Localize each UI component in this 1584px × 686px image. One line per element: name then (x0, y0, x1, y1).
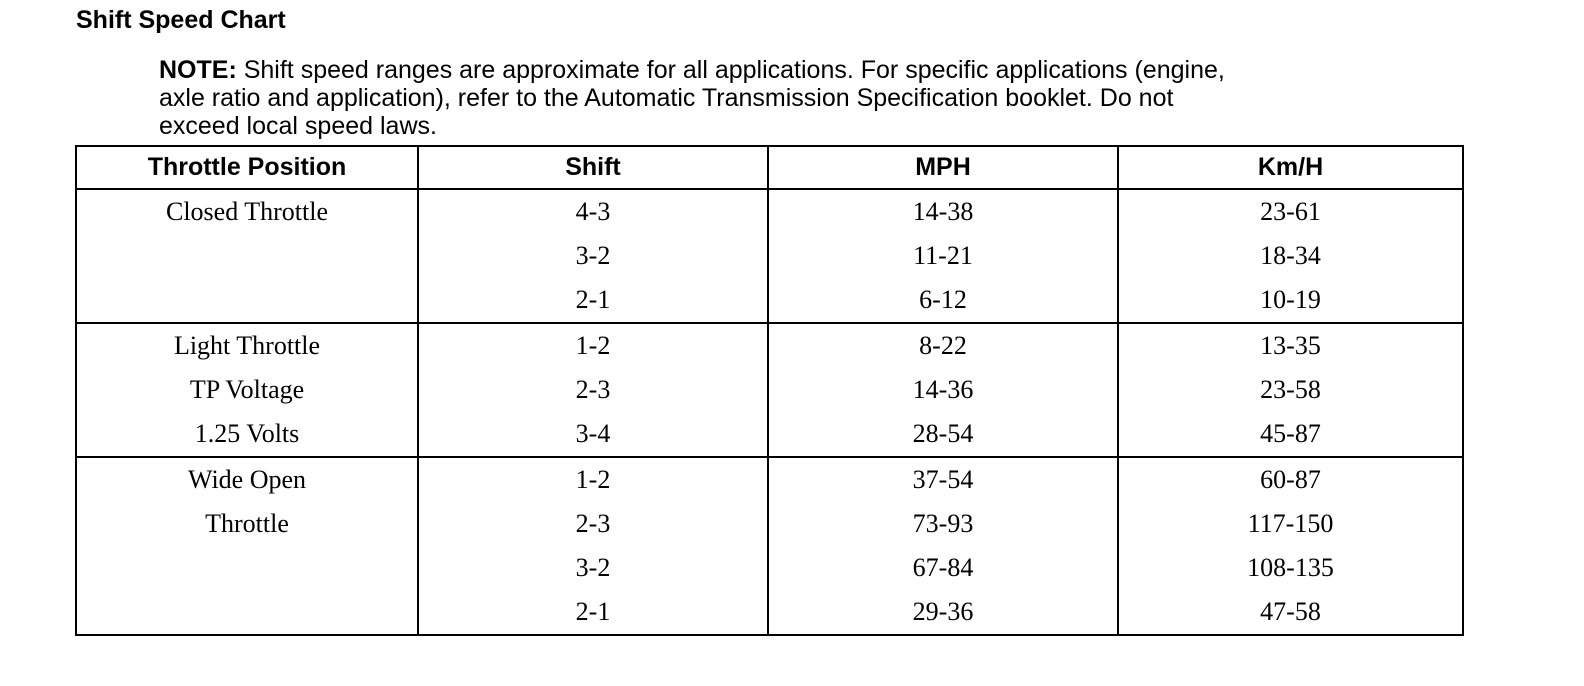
table-row (76, 323, 1463, 368)
shift-cell: 2-1 (418, 278, 768, 323)
header-mph: MPH (768, 146, 1118, 189)
shift-cell: 1-2 (418, 323, 768, 368)
mph-cell: 37-54 (768, 457, 1118, 502)
kmh-cell: 45-87 (1118, 412, 1463, 457)
shift-cell: 4-3 (418, 189, 768, 234)
mph-cell: 14-38 (768, 189, 1118, 234)
mph-cell: 73-93 (768, 502, 1118, 546)
mph-cell: 28-54 (768, 412, 1118, 457)
shift-cell: 1-2 (418, 457, 768, 502)
kmh-cell: 13-35 (1118, 323, 1463, 368)
throttle-position-cell (76, 234, 418, 278)
mph-cell: 14-36 (768, 368, 1118, 412)
mph-cell: 8-22 (768, 323, 1118, 368)
mph-cell: 6-12 (768, 278, 1118, 323)
table-row (76, 278, 1463, 323)
mph-cell: 11-21 (768, 234, 1118, 278)
document-title: Shift Speed Chart (76, 6, 286, 34)
throttle-position-cell (76, 590, 418, 635)
kmh-cell: 18-34 (1118, 234, 1463, 278)
kmh-cell: 10-19 (1118, 278, 1463, 323)
kmh-cell: 117-150 (1118, 502, 1463, 546)
table-header-row (76, 146, 1463, 189)
note-line (159, 56, 1399, 84)
table-row (76, 412, 1463, 457)
note-line: exceed local speed laws. (159, 112, 437, 140)
table-row (76, 368, 1463, 412)
table-row (76, 457, 1463, 502)
kmh-cell: 47-58 (1118, 590, 1463, 635)
mph-cell: 29-36 (768, 590, 1118, 635)
kmh-cell: 108-135 (1118, 546, 1463, 590)
table-row (76, 502, 1463, 546)
table-row (76, 189, 1463, 234)
note-line: axle ratio and application), refer to the Automatic Transmission Specification booklet. Do not (159, 84, 1174, 112)
kmh-cell: 60-87 (1118, 457, 1463, 502)
throttle-position-cell (76, 546, 418, 590)
throttle-position-cell: 1.25 Volts (76, 412, 418, 457)
throttle-position-cell (76, 278, 418, 323)
note-paragraph (159, 56, 1399, 140)
table-row (76, 590, 1463, 635)
throttle-position-cell: Throttle (76, 502, 418, 546)
header-kmh: Km/H (1118, 146, 1463, 189)
shift-cell: 3-4 (418, 412, 768, 457)
table-row (76, 546, 1463, 590)
shift-cell: 2-1 (418, 590, 768, 635)
note-text: Shift speed ranges are approximate for all applications. For specific applications (engine, (236, 56, 1225, 84)
shift-cell: 3-2 (418, 546, 768, 590)
throttle-position-cell: Closed Throttle (76, 189, 418, 234)
shift-cell: 2-3 (418, 368, 768, 412)
header-shift: Shift (418, 146, 768, 189)
throttle-position-cell: Wide Open (76, 457, 418, 502)
kmh-cell: 23-58 (1118, 368, 1463, 412)
note-label: NOTE: (159, 56, 237, 84)
shift-cell: 3-2 (418, 234, 768, 278)
shift-cell: 2-3 (418, 502, 768, 546)
header-throttle-position: Throttle Position (76, 146, 418, 189)
kmh-cell: 23-61 (1118, 189, 1463, 234)
throttle-position-cell: TP Voltage (76, 368, 418, 412)
shift-speed-table (75, 145, 1464, 636)
mph-cell: 67-84 (768, 546, 1118, 590)
throttle-position-cell: Light Throttle (76, 323, 418, 368)
table-body (76, 189, 1463, 635)
table-row (76, 234, 1463, 278)
